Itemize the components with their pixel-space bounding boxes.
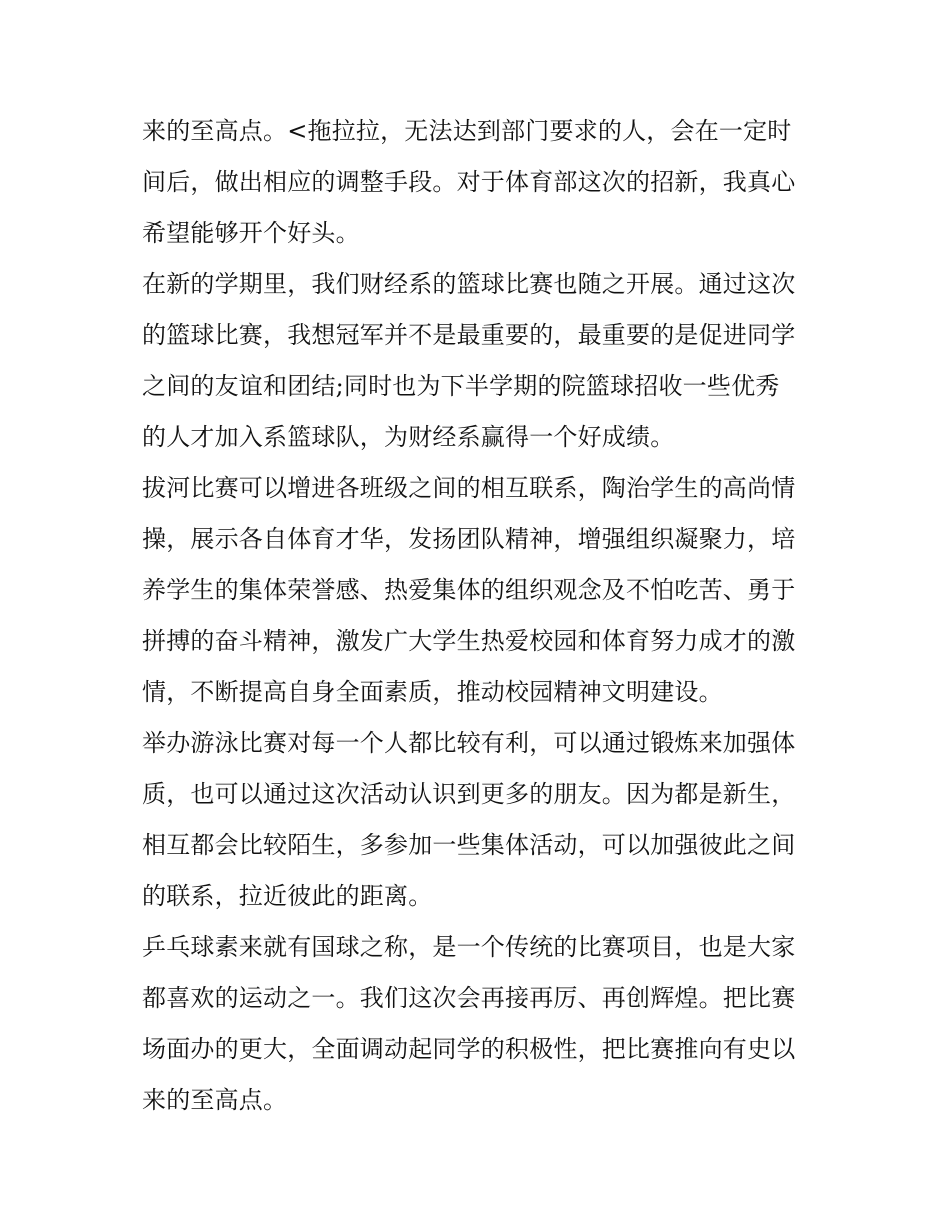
- paragraph-recruitment: [142, 106, 814, 259]
- text-line: 来的至高点。: [142, 1086, 288, 1114]
- text-line: 拔河比赛可以增进各班级之间的相互联系，陶治学生的高尚情: [142, 474, 796, 502]
- text-line: 都喜欢的运动之一。我们这次会再接再厉、再创辉煌。把比赛: [142, 984, 796, 1012]
- text-line: 的联系，拉近彼此的距离。: [142, 882, 433, 910]
- text-line: 拼搏的奋斗精神，激发广大学生热爱校园和体育努力成才的激: [142, 627, 796, 655]
- text-line: 的篮球比赛，我想冠军并不是最重要的，最重要的是促进同学: [142, 321, 796, 349]
- text-line: 质，也可以通过这次活动认识到更多的朋友。因为都是新生，: [142, 780, 796, 808]
- text-line: 操，展示各自体育才华，发扬团队精神，增强组织凝聚力，培: [142, 525, 796, 553]
- text-line: 希望能够开个好头。: [142, 219, 360, 247]
- text-line: 乒乓球素来就有国球之称，是一个传统的比赛项目，也是大家: [142, 933, 796, 961]
- text-line: 的人才加入系篮球队，为财经系赢得一个好成绩。: [142, 423, 675, 451]
- text-line: 养学生的集体荣誉感、热爱集体的组织观念及不怕吃苦、勇于: [142, 576, 796, 604]
- paragraph-tug-of-war: [142, 463, 814, 718]
- paragraph-swimming: [142, 718, 814, 922]
- text-line: 来的至高点。<拖拉拉，无法达到部门要求的人，会在一定时: [142, 117, 792, 145]
- text-line: 间后，做出相应的调整手段。对于体育部这次的招新，我真心: [142, 168, 796, 196]
- text-line: 相互都会比较陌生，多参加一些集体活动，可以加强彼此之间: [142, 831, 796, 859]
- document-body: [142, 106, 814, 1126]
- text-line: 之间的友谊和团结;同时也为下半学期的院篮球招收一些优秀: [142, 372, 780, 400]
- paragraph-basketball: [142, 259, 814, 463]
- text-line: 情，不断提高自身全面素质，推动校园精神文明建设。: [142, 678, 723, 706]
- text-line: 举办游泳比赛对每一个人都比较有利，可以通过锻炼来加强体: [142, 729, 796, 757]
- text-line: 在新的学期里，我们财经系的篮球比赛也随之开展。通过这次: [142, 270, 796, 298]
- paragraph-table-tennis: [142, 922, 814, 1126]
- text-line: 场面办的更大，全面调动起同学的积极性，把比赛推向有史以: [142, 1035, 796, 1063]
